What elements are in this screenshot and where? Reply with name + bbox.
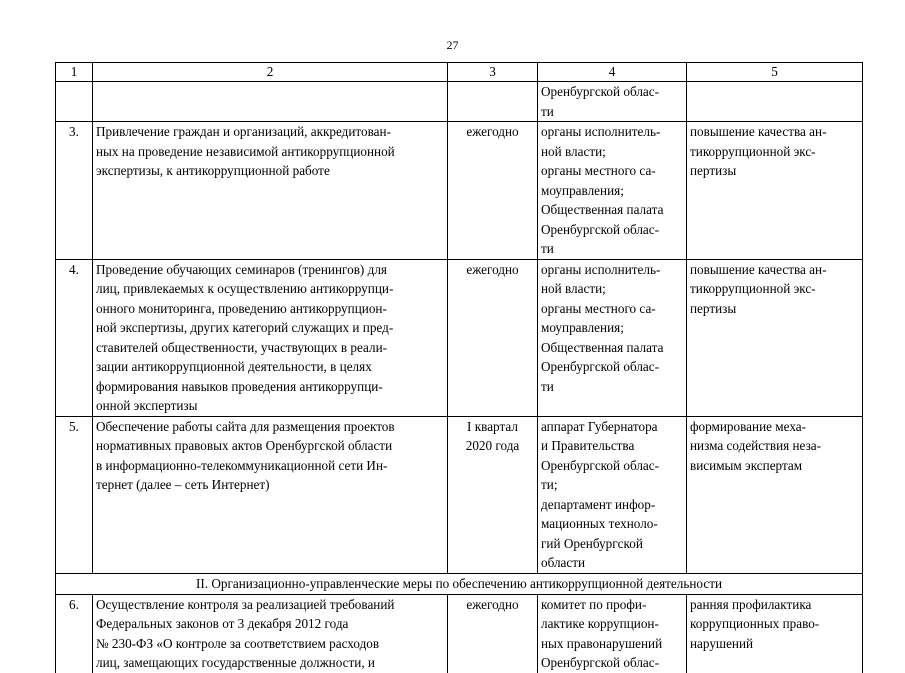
measure-line: тернет (далее – сеть Интернет) bbox=[96, 477, 270, 492]
executor-line: ти bbox=[541, 241, 554, 256]
result-line: нарушений bbox=[690, 635, 754, 651]
result-line: повышение качества ан- bbox=[690, 261, 827, 277]
result-line: коррупционных право- bbox=[690, 616, 820, 631]
rows-body bbox=[56, 122, 863, 574]
result-cell bbox=[687, 122, 863, 260]
executor-line: ной власти; bbox=[541, 143, 606, 159]
executor-line: моуправления; bbox=[541, 182, 624, 198]
measure-cell bbox=[93, 122, 448, 260]
result-cell bbox=[687, 82, 863, 122]
executor-line: Оренбургской облас- bbox=[541, 655, 660, 670]
section-row bbox=[56, 573, 863, 594]
row-number-cell: 6. bbox=[56, 594, 93, 673]
term-cell bbox=[448, 416, 538, 573]
header-cell: 4 bbox=[538, 63, 687, 82]
measure-line: нормативных правовых актов Оренбургской области bbox=[96, 438, 393, 453]
table-row bbox=[56, 416, 863, 573]
executor-line: ной власти; bbox=[541, 281, 606, 296]
term-line: I квартал bbox=[467, 418, 518, 434]
measure-line: ставителей общественности, участвующих в реали- bbox=[96, 339, 388, 355]
result-line: пертизы bbox=[690, 163, 737, 178]
result-line: формирование меха- bbox=[690, 418, 806, 434]
executor-line: органы местного са- bbox=[541, 300, 656, 316]
result-line: тикоррупционной экс- bbox=[690, 281, 816, 296]
result-line: висимым экспертам bbox=[690, 457, 803, 473]
measure-line: Федеральных законов от 3 декабря 2012 года bbox=[96, 616, 349, 631]
term-cell bbox=[448, 259, 538, 416]
continuation-row bbox=[56, 82, 863, 122]
measure-line: Осуществление контроля за реализацией требований bbox=[96, 596, 395, 612]
executor-line: Оренбургской облас- bbox=[541, 221, 660, 237]
row-number-cell: 3. bbox=[56, 122, 93, 260]
row-number-cell: 4. bbox=[56, 259, 93, 416]
header-cell: 2 bbox=[93, 63, 448, 82]
term-cell bbox=[448, 82, 538, 122]
executor-cell bbox=[538, 259, 687, 416]
executor-line: моуправления; bbox=[541, 320, 624, 335]
executor-cell bbox=[538, 122, 687, 260]
header-cell: 1 bbox=[56, 63, 93, 82]
executor-cell bbox=[538, 594, 687, 673]
executor-line: мационных техноло- bbox=[541, 516, 658, 531]
measure-line: зации антикоррупционной деятельности, в целях bbox=[96, 359, 372, 374]
executor-line: органы местного са- bbox=[541, 163, 656, 178]
table-row bbox=[56, 259, 863, 416]
result-line: ранняя профилактика bbox=[690, 596, 812, 612]
measure-line: ных на проведение независимой антикоррупционной bbox=[96, 143, 395, 159]
table-row bbox=[56, 594, 863, 673]
executor-line: области bbox=[541, 555, 586, 570]
term-line: ежегодно bbox=[466, 261, 519, 277]
executor-line: гий Оренбургской bbox=[541, 535, 643, 551]
table-row bbox=[56, 122, 863, 260]
executor-line: лактике коррупцион- bbox=[541, 616, 659, 631]
executor-line: аппарат Губернатора bbox=[541, 418, 658, 434]
measure-cell bbox=[93, 259, 448, 416]
measure-line: в информационно-телекоммуникационной сети Ин- bbox=[96, 457, 388, 473]
measure-line: Обеспечение работы сайта для размещения проектов bbox=[96, 418, 395, 434]
measure-line: лиц, замещающих государственные должности, и bbox=[96, 655, 375, 670]
executor-cell bbox=[538, 82, 687, 122]
executor-line: Оренбургской облас- bbox=[541, 84, 660, 99]
term-line: 2020 года bbox=[465, 438, 520, 453]
term-cell bbox=[448, 122, 538, 260]
executor-line: ных правонарушений bbox=[541, 635, 663, 651]
page-number: 27 bbox=[446, 38, 459, 52]
executor-cell bbox=[538, 416, 687, 573]
executor-line: органы исполнитель- bbox=[541, 124, 661, 139]
row-number-cell bbox=[56, 82, 93, 122]
measure-line: лиц, привлекаемых к осуществлению антикоррупци- bbox=[96, 281, 394, 296]
row-number-cell: 5. bbox=[56, 416, 93, 573]
header-cell: 5 bbox=[687, 63, 863, 82]
executor-line: ти bbox=[541, 103, 554, 119]
measure-line: ной экспертизы, других категорий служащих и пред- bbox=[96, 320, 394, 335]
measure-cell bbox=[93, 594, 448, 673]
measure-line: экспертизы, к антикоррупционной работе bbox=[96, 163, 330, 178]
result-line: низма содействия неза- bbox=[690, 438, 822, 453]
measure-line: Привлечение граждан и организаций, аккредитован- bbox=[96, 124, 391, 139]
action-plan-table bbox=[55, 62, 863, 673]
executor-line: Общественная палата bbox=[541, 202, 664, 217]
measure-cell bbox=[93, 416, 448, 573]
executor-line: Общественная палата bbox=[541, 339, 664, 355]
header-cell: 3 bbox=[448, 63, 538, 82]
measure-cell bbox=[93, 82, 448, 122]
executor-line: департамент инфор- bbox=[541, 496, 656, 512]
measure-line: онной экспертизы bbox=[96, 398, 198, 413]
measure-line: № 230-ФЗ «О контроле за соответствием расходов bbox=[96, 635, 380, 651]
executor-line: и Правительства bbox=[541, 438, 635, 453]
header-row bbox=[56, 63, 863, 82]
measure-line: Проведение обучающих семинаров (тренингов) для bbox=[96, 261, 387, 277]
result-cell bbox=[687, 416, 863, 573]
executor-line: ти; bbox=[541, 477, 558, 492]
result-cell bbox=[687, 594, 863, 673]
measure-line: онного мониторинга, проведению антикоррупцион- bbox=[96, 300, 387, 316]
executor-line: ти bbox=[541, 378, 554, 394]
section-title: II. Организационно-управленческие меры по обеспечению антикоррупционной деятельности bbox=[56, 573, 863, 594]
executor-line: органы исполнитель- bbox=[541, 261, 661, 277]
result-cell bbox=[687, 259, 863, 416]
term-line: ежегодно bbox=[466, 124, 519, 139]
executor-line: Оренбургской облас- bbox=[541, 359, 660, 374]
measure-line: формирования навыков проведения антикоррупци- bbox=[96, 378, 383, 394]
executor-line: Оренбургской облас- bbox=[541, 457, 660, 473]
result-line: тикоррупционной экс- bbox=[690, 143, 816, 159]
term-line: ежегодно bbox=[466, 596, 519, 612]
result-line: повышение качества ан- bbox=[690, 124, 827, 139]
result-line: пертизы bbox=[690, 300, 737, 316]
term-cell bbox=[448, 594, 538, 673]
executor-line: комитет по профи- bbox=[541, 596, 647, 612]
